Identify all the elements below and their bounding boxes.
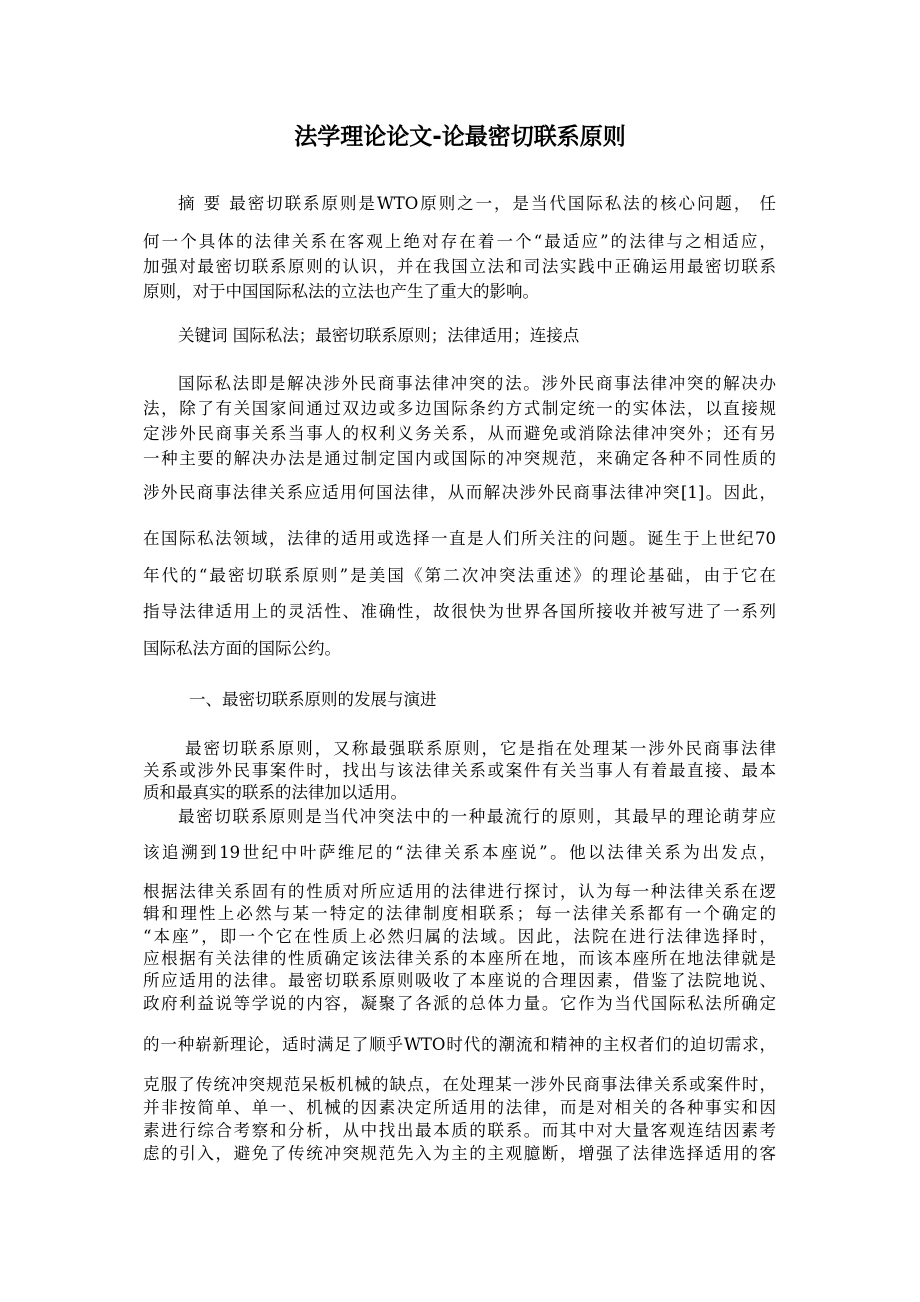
paragraph-line: 的一种崭新理论，适时满足了顺乎WTO时代的潮流和精神的主权者们的迫切需求， <box>143 1035 776 1054</box>
intro-line: 一种主要的解决办法是通过制定国内或国际的冲突规范，来确定各种不同性质的 <box>143 449 776 468</box>
paragraph-line: 并非按简单、单一、机械的因素决定所适用的法律，而是对相关的各种事实和因 <box>143 1098 776 1117</box>
paragraph-line: 质和最真实的联系的法律加以适用。 <box>143 783 407 802</box>
paragraph-line: 政府利益说等学说的内容，凝聚了各派的总体力量。它作为当代国际私法所确定 <box>143 994 776 1013</box>
section-heading: 一、最密切联系原则的发展与演进 <box>189 690 437 709</box>
abstract-line: 加强对最密切联系原则的认识，并在我国立法和司法实践中正确运用最密切联系 <box>143 257 776 276</box>
paragraph-line: 最密切联系原则是当代冲突法中的一种最流行的原则，其最早的理论萌芽应 <box>178 807 776 826</box>
document-title: 法学理论论文-论最密切联系原则 <box>294 124 626 150</box>
paragraph-line: 关系或涉外民事案件时，找出与该法律关系或案件有关当事人有着最直接、最本 <box>143 761 776 780</box>
intro-line: 法，除了有关国家间通过双边或多边国际条约方式制定统一的实体法，以直接规 <box>143 399 776 418</box>
paragraph-line: 克服了传统冲突规范呆板机械的缺点，在处理某一涉外民商事法律关系或案件时， <box>143 1075 776 1094</box>
abstract-line: 何一个具体的法律关系在客观上绝对存在着一个“最适应”的法律与之相适应， <box>143 232 776 251</box>
paragraph-line: 根据法律关系固有的性质对所应适用的法律进行探讨，认为每一种法律关系在逻 <box>143 882 776 901</box>
keywords-line: 关键词 国际私法；最密切联系原则；法律适用；连接点 <box>178 326 580 345</box>
paragraph-line: 辑和理性上必然与某一特定的法律制度相联系；每一法律关系都有一个确定的 <box>143 904 776 923</box>
intro-line: 涉外民商事法律关系应适用何国法律，从而解决涉外民商事法律冲突[1]。因此， <box>143 483 776 502</box>
paragraph-line: 素进行综合考察和分析，从中找出最本质的联系。而其中对大量客观连结因素考 <box>143 1121 776 1140</box>
intro-line: 在国际私法领域，法律的适用或选择一直是人们所关注的问题。诞生于上世纪70 <box>143 529 776 548</box>
intro-line: 年代的“最密切联系原则”是美国《第二次冲突法重述》的理论基础，由于它在 <box>143 566 776 585</box>
abstract-line: 原则，对于中国国际私法的立法也产生了重大的影响。 <box>143 282 539 301</box>
paragraph-line: “本座”，即一个它在性质上必然归属的法域。因此，法院在进行法律选择时， <box>143 927 776 946</box>
intro-line: 指导法律适用上的灵活性、准确性，故很快为世界各国所接收并被写进了一系列 <box>143 602 776 621</box>
intro-line: 国际私法方面的国际公约。 <box>143 639 341 658</box>
abstract-line: 摘 要 最密切联系原则是WTO原则之一，是当代国际私法的核心问题， 任 <box>178 194 776 213</box>
paragraph-line: 虑的引入，避免了传统冲突规范先入为主的主观臆断，增强了法律选择适用的客 <box>143 1144 776 1163</box>
paragraph-line: 应根据有关法律的性质确定该法律关系的本座所在地，而该本座所在地法律就是 <box>143 949 776 968</box>
intro-line: 定涉外民商事关系当事人的权利义务关系，从而避免或消除法律冲突外；还有另 <box>143 424 776 443</box>
paragraph-line: 最密切联系原则，又称最强联系原则，它是指在处理某一涉外民商事法律 <box>185 739 776 758</box>
paragraph-line: 所应适用的法律。最密切联系原则吸收了本座说的合理因素，借鉴了法院地说、 <box>143 971 776 990</box>
paragraph-line: 该追溯到19世纪中叶萨维尼的“法律关系本座说”。他以法律关系为出发点， <box>143 843 776 862</box>
intro-line: 国际私法即是解决涉外民商事法律冲突的法。涉外民商事法律冲突的解决办 <box>178 374 776 393</box>
